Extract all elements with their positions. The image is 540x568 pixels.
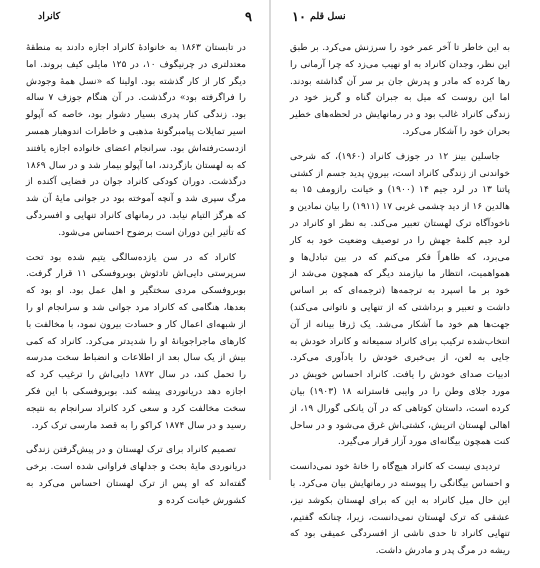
spine-divider [269,0,271,480]
right-paragraph-1: به این خاطر تا آخر عمر خود را سرزنش می‌کرد. بر طبق این نظر، وجدان کانراد به او نهیب می‌زد که چرا آرمانی را رها کرده که مادر و پدرش جان بر سر آن گذاشته بودند. اما این روست که میل به جبران گناه و گریز خود در زندگی کانراد غالب بود و در رمانهایش در لحظه‌های خطیر بحران خود را آشکار می‌کرد. [290,42,510,137]
right-paragraph-2: جاسلین بینز ۱۲ در جوزف کانراد (۱۹۶۰)، که شرحی خواندنی از زندگی کانراد است، بیرونِ پدید جسم از کشتی پاتنا ۱۳ در لرد جیم ۱۴ (۱۹۰۰) و خیانت رازومف ۱۵ به هالدین ۱۶ از دید چشمی غربی ۱۷ (۱۹۱۱) را بیان نمادین و ناخودآگاه ترک لهستان تعبیر می‌کند. به نظر او کانراد در لرد جیم کلمهٔ جهش را در توصیف وضعیت خود به کار می‌برد، که ظاهراً فکر می‌کنم که در بین تبادل‌ها و همواهمیت، انتظار ما نیازمند دیگر که همچون می‌شد از خود بر ما اسپرد به ترجمه‌ها (ترجمه‌ای که بر اساس داشت و تعبیر و برداشتی که از تنهایی و ناتوانی می‌کند) جهت‌ها هم خود ما آشکار می‌شد. یک ژرفا بینانه از آن انتخاب‌شده ترکیب برای کانراد سمیعانه و کانراد خودش به جایی به لعن، از بی‌خبری خودش را یادآوری می‌کرد. ادبیات صدای خودش را یافت. کانراد احساس خویش در مورد جلای وطن را در وایبی فاسترانه ۱۸ (۱۹۰۳) بیان کرده است، داستان کوتاهی که در آن یانکی گورال ۱۹، از اهالی لهستان اتریش، کشتی‌اش غرق می‌شود و در ساحل کنت همچون بیگانه‌ای مورد آزار قرار می‌گیرد. [290,150,511,448]
right-paragraph-3: تردیدی نیست که کانراد هیچ‌گاه را خانهٔ خود نمی‌دانست و احساس بیگانگی را پیوسته در رمانهایش بیان می‌کرد. با این حال میل کانراد به این که برای لهستان بکوشد نیز، عشقی که ترک لهستان نمی‌دانست، زیرا، چنانکه گفتیم، تنهایی کانراد تا حدی ناشی از افسردگی عمیقی بود که ریشه در مرگ پدر و مادرش داشت. [290,461,510,557]
right-page [272,0,540,557]
left-page-body [26,40,246,518]
right-page-number: ۱۰ [292,10,306,25]
left-paragraph-2: کانراد که در سن یازده‌سالگی یتیم شده بود تحت سرپرستی دایی‌اش تادئوش بوبروفسکی ۱۱ قرار گرفت. بوبروفسکی مردی سختگیر و اهل عمل بود. او بود که بعدها، هنگامی که کانراد مرد جوانی شد و سرانجام او را از شبهه‌ای اعمال کار و حسادت بیرون نمود، با مخالفت با کارهای ماجراجویانهٔ او را شدیدتر می‌کرد. کانراد که کمی بیش از یک سال بعد از اطلاعات و انضباط سخت مدرسه را تحمل کند، در سال ۱۸۷۲ دایی‌اش را ترغیب کرد که اجازه دهد دریانوردی پیشه کند. بوبروفسکی با این فکر سخت مخالفت کرد و سعی کرد کانراد سرانجام به نتیجه رسید و در سال ۱۸۷۴ کراکو را به قصد مارسی ترک کرد. [26,251,247,431]
right-page-header [284,10,528,28]
left-running-title: کانراد [38,11,61,22]
left-paragraph-3: تصمیم کانراد برای ترک لهستان و در پیش‌گرفتن زندگی دریانوردی مایهٔ بحث و جدلهای فراوانی شده است. برخی گفته‌اند که او پس از ترک لهستان احساس می‌کرد به کشورش خیانت کرده و [26,444,246,506]
left-page-header [12,10,256,28]
left-page-number: ۹ [245,10,252,25]
right-page-body [290,40,510,568]
right-running-title: نسل قلم [310,11,346,22]
left-page [0,0,268,506]
left-paragraph-1: در تابستان ۱۸۶۳ به خانوادهٔ کانراد اجازه دادند به منطقهٔ معتدلتری در چرنیگوف ۱۰، در ۱۲۵ مایلی کیف بروند. اما دیگر کار از کار گذشته بود. اولینا که «نسل همهٔ وجودش را فراگرفته بود» درگذشت. در آن هنگام جوزف ۷ ساله بود. زندگی کنار پدری بسیار دشوار بود، خاصه که آپولو اسیر تمایلات پیامبرگونهٔ مذهبی و خاطرات اندوهبار همسر ازدست‌رفته‌اش بود. سرانجام اعضای خانواده اجازه یافتند که به لهستان بازگردند، اما آپولو بیمار شد و در سال ۱۸۶۹ درگذشت. دوران کودکی کانراد جوان در فضایی آکنده از مرگ سپری شد و آنچه آموخته بود در جوانی مایهٔ آن شد که هرگز التیام نیابد. در رمانهای کانراد تنهایی و افسردگی که تأثیر این دوران است برضوح احساس می‌شود. [26,42,247,238]
